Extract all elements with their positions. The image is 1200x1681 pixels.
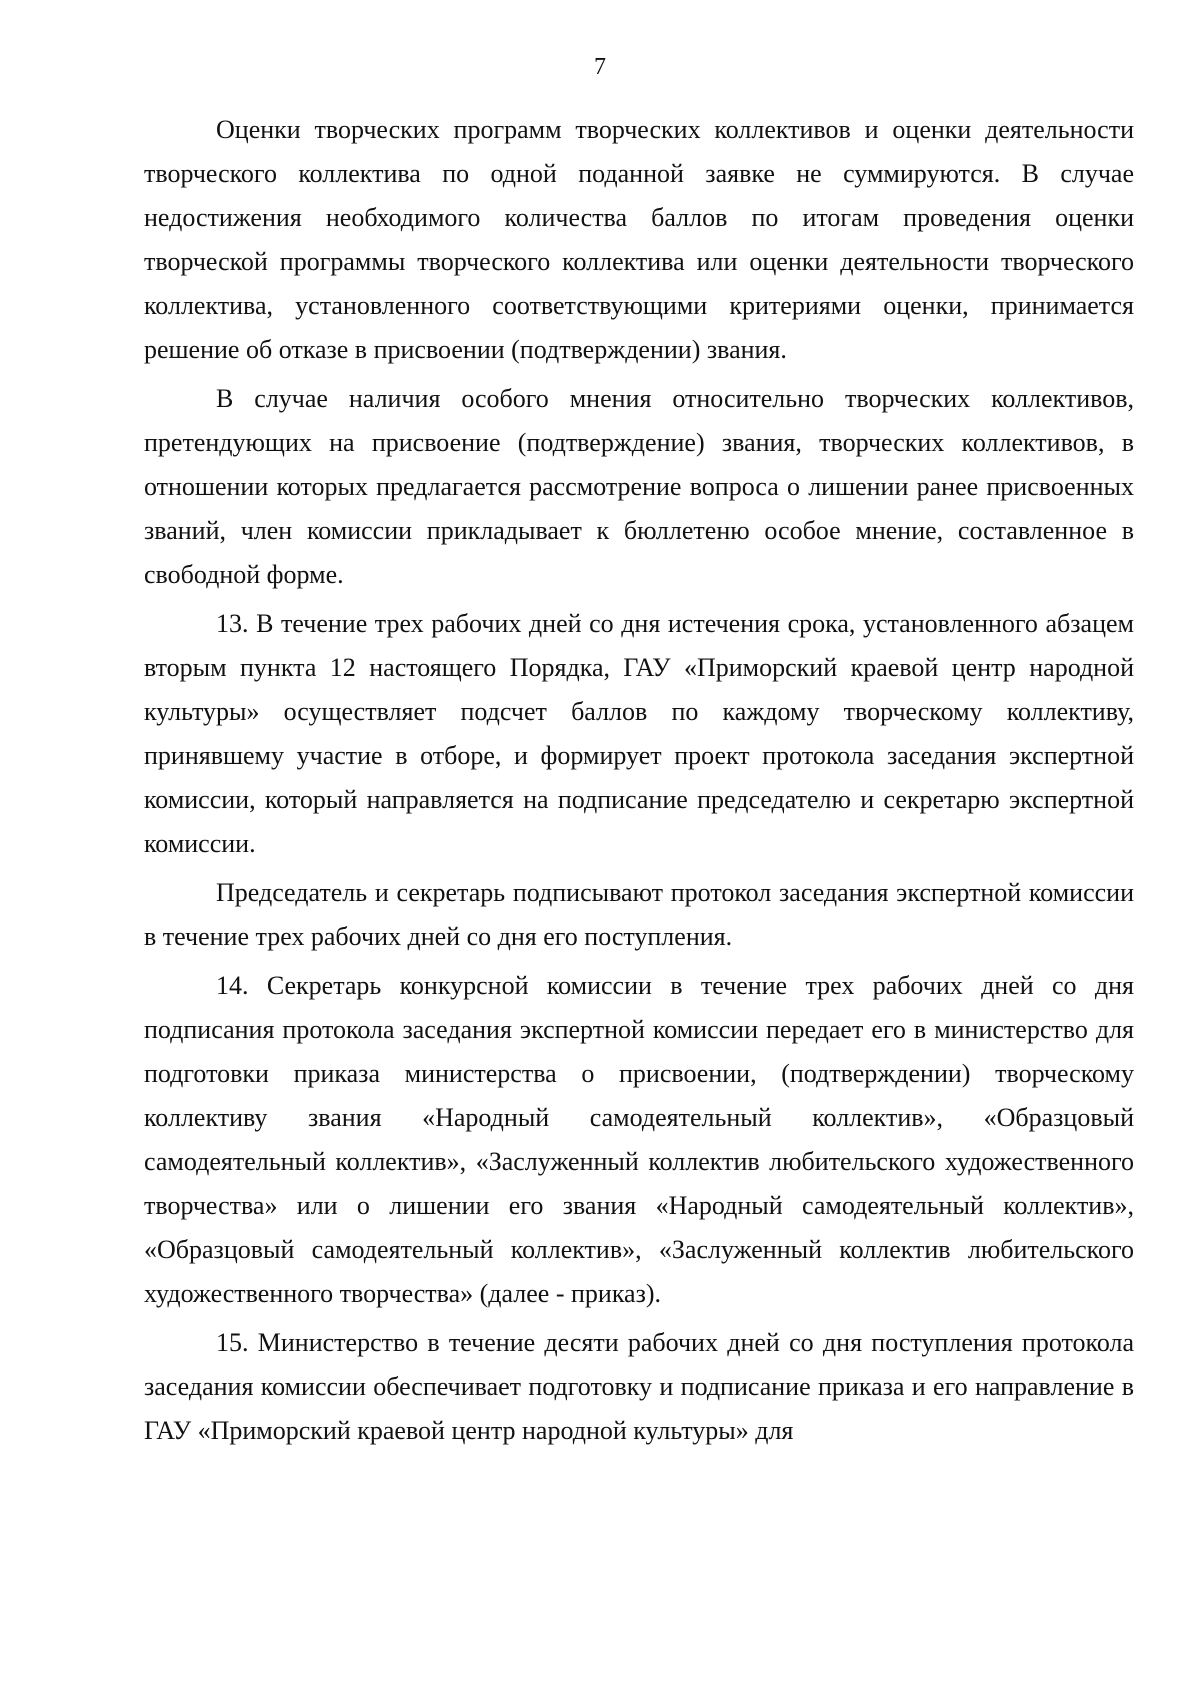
document-body bbox=[144, 108, 1134, 1453]
paragraph-item-13: 13. В течение трех рабочих дней со дня истечения срока, установленного абзацем вторым пункта 12 настоящего Порядка, ГАУ «Приморский краевой центр народной культуры» осуществляет подсчет баллов по каждому творческому коллективу, принявшему участие в отборе, и формирует проект протокола заседания экспертной комиссии, который направляется на подписание председателю и секретарю экспертной комиссии. bbox=[144, 609, 1134, 858]
paragraph-special-opinion: В случае наличия особого мнения относительно творческих коллективов, претендующих на присвоение (подтверждение) звания, творческих коллективов, в отношении которых предлагается рассмотрение вопроса о лишении ранее присвоенных званий, член комиссии прикладывает к бюллетеню особое мнение, составленное в свободной форме. bbox=[144, 384, 1134, 589]
page-number: 7 bbox=[594, 54, 606, 80]
paragraph-item-14: 14. Секретарь конкурсной комиссии в течение трех рабочих дней со дня подписания протокола заседания экспертной комиссии передает его в министерство для подготовки приказа министерства о присвоении, (подтверждении) творческому коллективу звания «Народный самодеятельный коллектив», «Образцовый самодеятельный коллектив», «Заслуженный коллектив любительского художественного творчества» или о лишении его звания «Народный самодеятельный коллектив», «Образцовый самодеятельный коллектив», «Заслуженный коллектив любительского художественного творчества» (далее - приказ). bbox=[144, 971, 1134, 1308]
paragraph-protocol-signing: Председатель и секретарь подписывают протокол заседания экспертной комиссии в течение трех рабочих дней со дня его поступления. bbox=[144, 878, 1134, 951]
paragraph-item-15: 15. Министерство в течение десяти рабочих дней со дня поступления протокола заседания комиссии обеспечивает подготовку и подписание приказа и его направление в ГАУ «Приморский краевой центр народной культуры» для bbox=[144, 1328, 1134, 1445]
paragraph-scoring-rules: Оценки творческих программ творческих коллективов и оценки деятельности творческого коллектива по одной поданной заявке не суммируются. В случае недостижения необходимого количества баллов по итогам проведения оценки творческой программы творческого коллектива или оценки деятельности творческого коллектива, установленного соответствующими критериями оценки, принимается решение об отказе в присвоении (подтверждении) звания. bbox=[144, 115, 1134, 364]
